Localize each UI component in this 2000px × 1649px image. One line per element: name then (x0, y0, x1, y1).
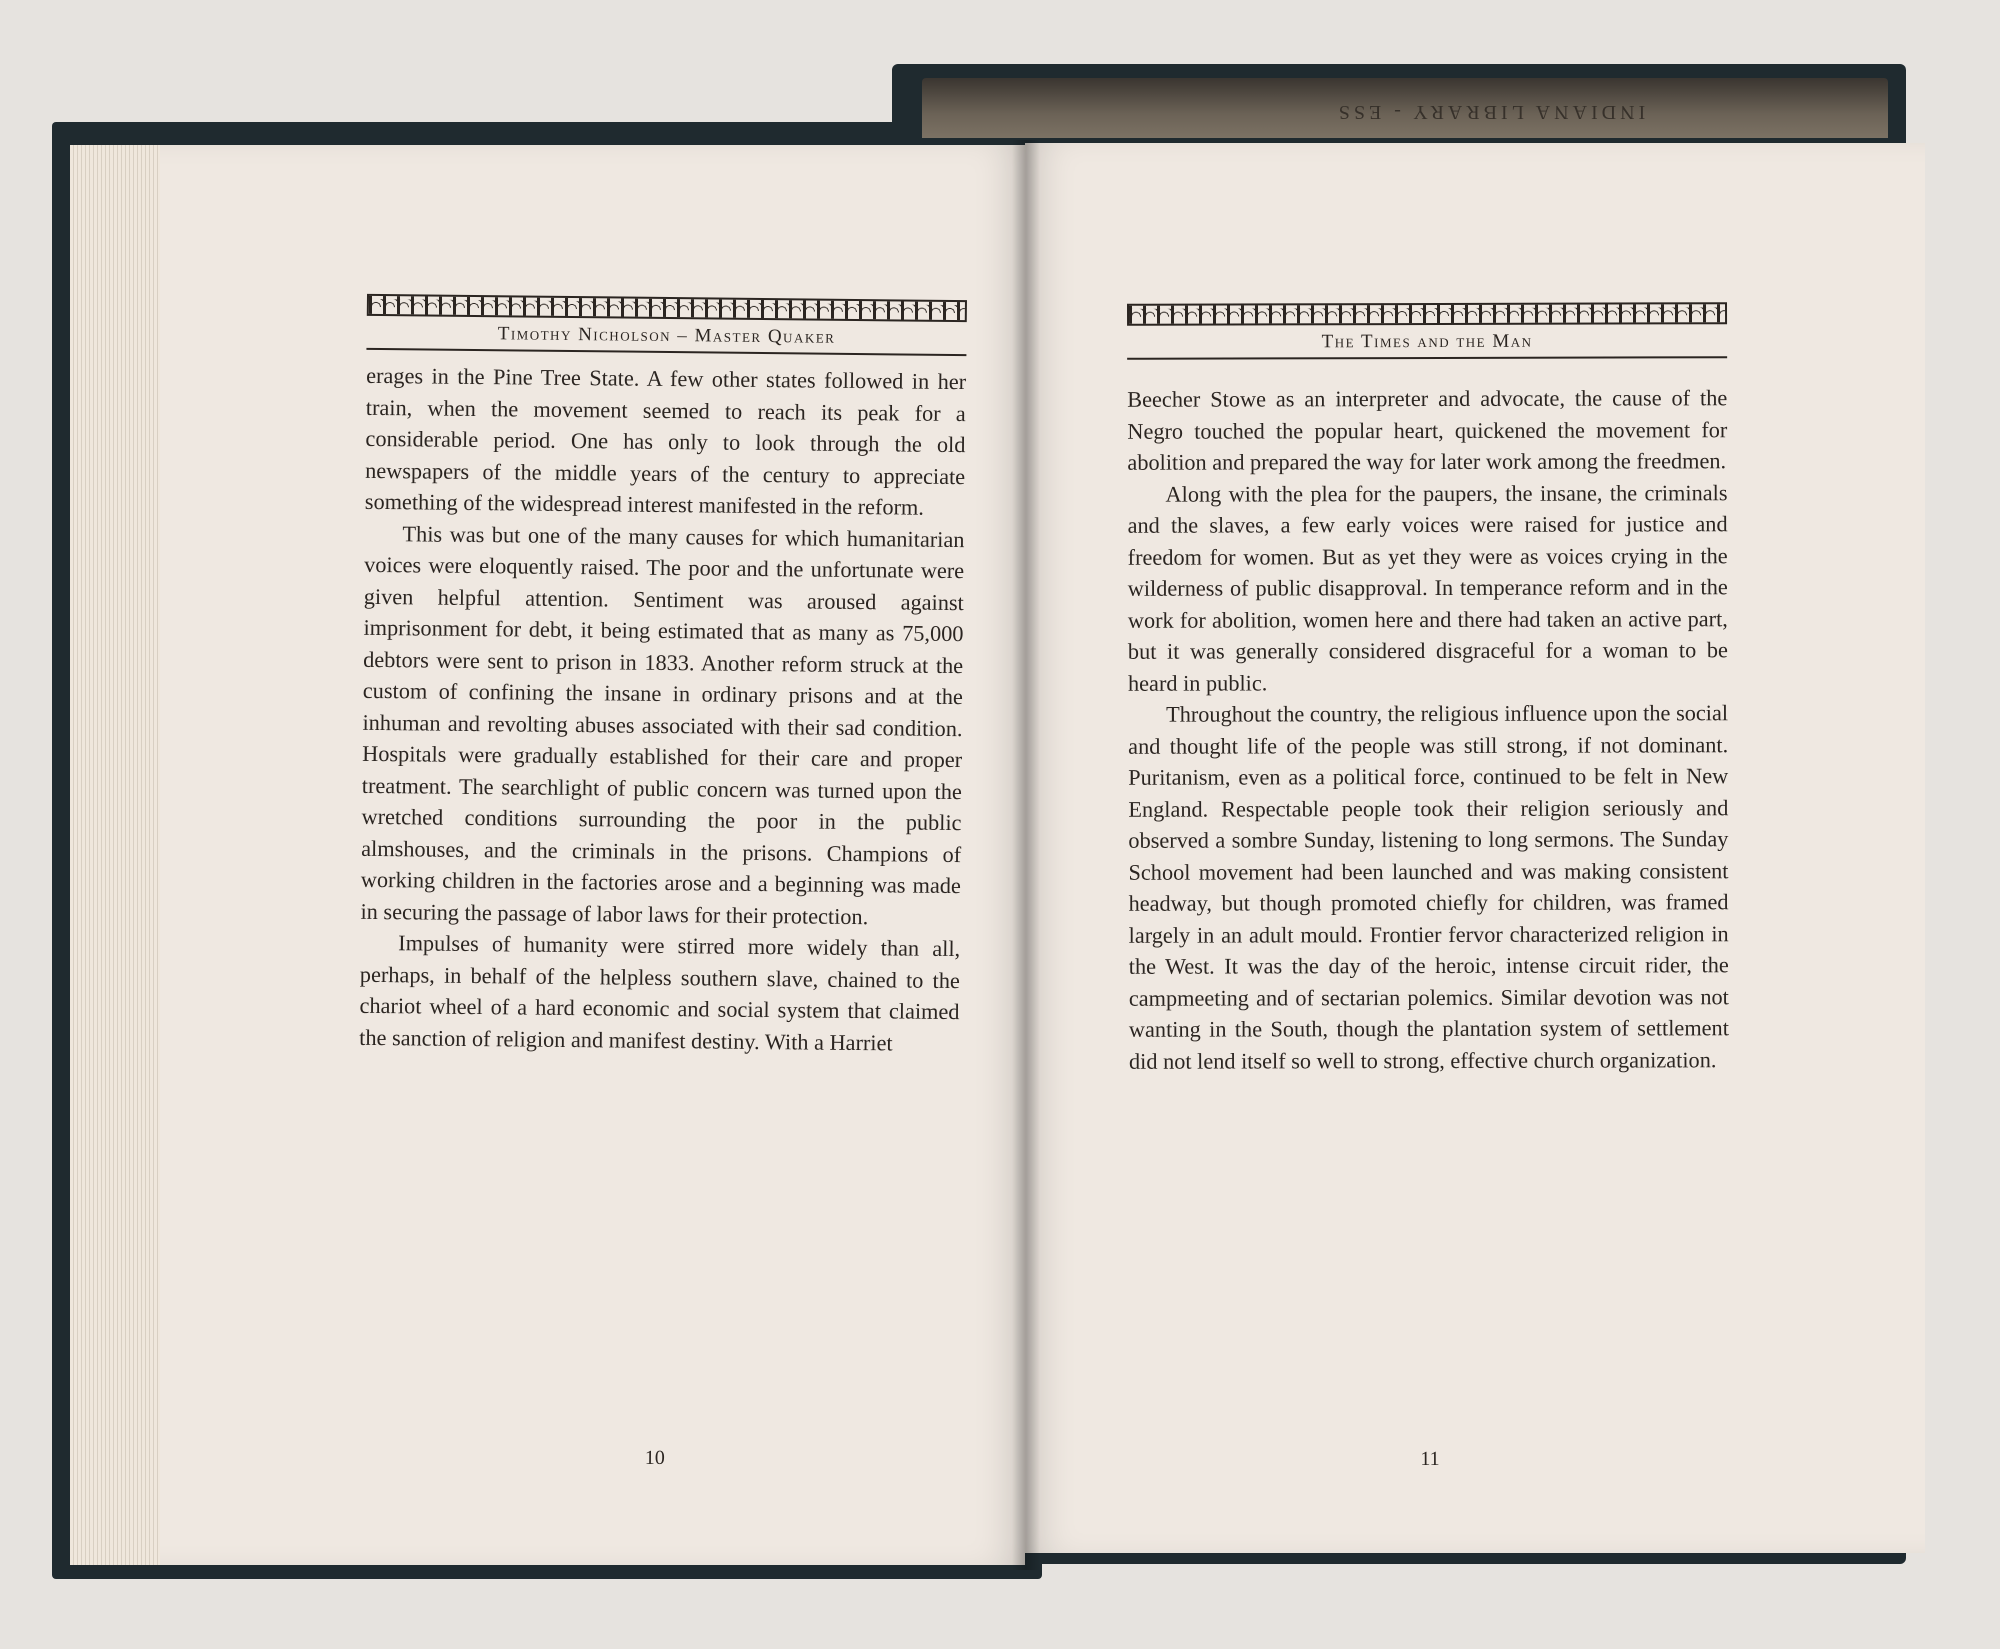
paragraph: This was but one of the many causes for which humanitarian voices were eloquently raised. The poor and the unfortunate were given helpful attention. Sentiment was aroused against imprisonment for debt, it being estimated that as many as 75,000 debtors were sent to prison in 1833. Another reform struck at the custom of confining the insane in ordinary prisons and at the inhuman and revolting abuses associated with their sad condition. Hospitals were gradually established for their care and proper treatment. The searchlight of public concern was turned upon the wretched conditions surrounding the poor in the public almshouses, and the criminals in the prisons. Champions of working children in the factories arose and a beginning was made in securing the passage of labor laws for their protection. (360, 520, 965, 929)
right-page (1025, 143, 1925, 1553)
left-page (160, 145, 1025, 1565)
right-body-text (1127, 382, 1729, 1077)
paragraph: Along with the plea for the paupers, the insane, the criminals and the slaves, a few early voices were raised for justice and freedom for women. But as yet they were as voices crying in the wilderness of public disapproval. In temperance reform and in the work for abolition, women here and there had taken an active part, but it was generally considered disgraceful for a woman to be heard in public. (1127, 479, 1728, 696)
left-page-header (366, 294, 967, 356)
page-number: 10 (644, 1446, 665, 1470)
paragraph: erages in the Pine Tree State. A few other states followed in her train, when the movement seemed to reach its peak for a considerable period. One has only to look through the old newspapers of the middle years of the century to appreciate something of the widespread interest manifested in the reform. (364, 362, 967, 520)
book-gutter (1012, 140, 1040, 1570)
running-head: The Times and the Man (1127, 324, 1727, 360)
ornamental-border (1127, 302, 1727, 326)
top-edge-stamp: INDIANA LIBRARY - ESS (1334, 101, 1646, 123)
page-leaves-edge (70, 145, 170, 1565)
right-page-header (1127, 302, 1727, 360)
left-body-text (359, 360, 966, 1059)
running-head: Timothy Nicholson – Master Quaker (366, 316, 966, 356)
paragraph: Impulses of humanity were stirred more widely than all, perhaps, in behalf of the helpless southern slave, chained to the chariot wheel of a hard economic and social system that claimed the sanction of religion and manifest destiny. With a Harriet (359, 930, 961, 1055)
paragraph: Throughout the country, the religious influence upon the social and thought life of the people was still strong, if not dominant. Puritanism, even as a political force, continued to be felt in New England. Respectable people took their religion seriously and observed a sombre Sunday, listening to long sermons. The Sunday School movement had been launched and was making consistent headway, but though promoted chiefly for children, was framed largely in an adult mould. Frontier fervor characterized religion in the West. It was the day of the heroic, intense circuit rider, the campmeeting and of sectarian polemics. Similar devotion was not wanting in the South, though the plantation system of settlement did not lend itself so well to strong, effective church organization. (1128, 700, 1729, 1074)
paragraph: Beecher Stowe as an interpreter and advocate, the cause of the Negro touched the popular heart, quickened the movement for abolition and prepared the way for later work among the freedmen. (1127, 385, 1728, 475)
page-number: 11 (1420, 1447, 1440, 1471)
